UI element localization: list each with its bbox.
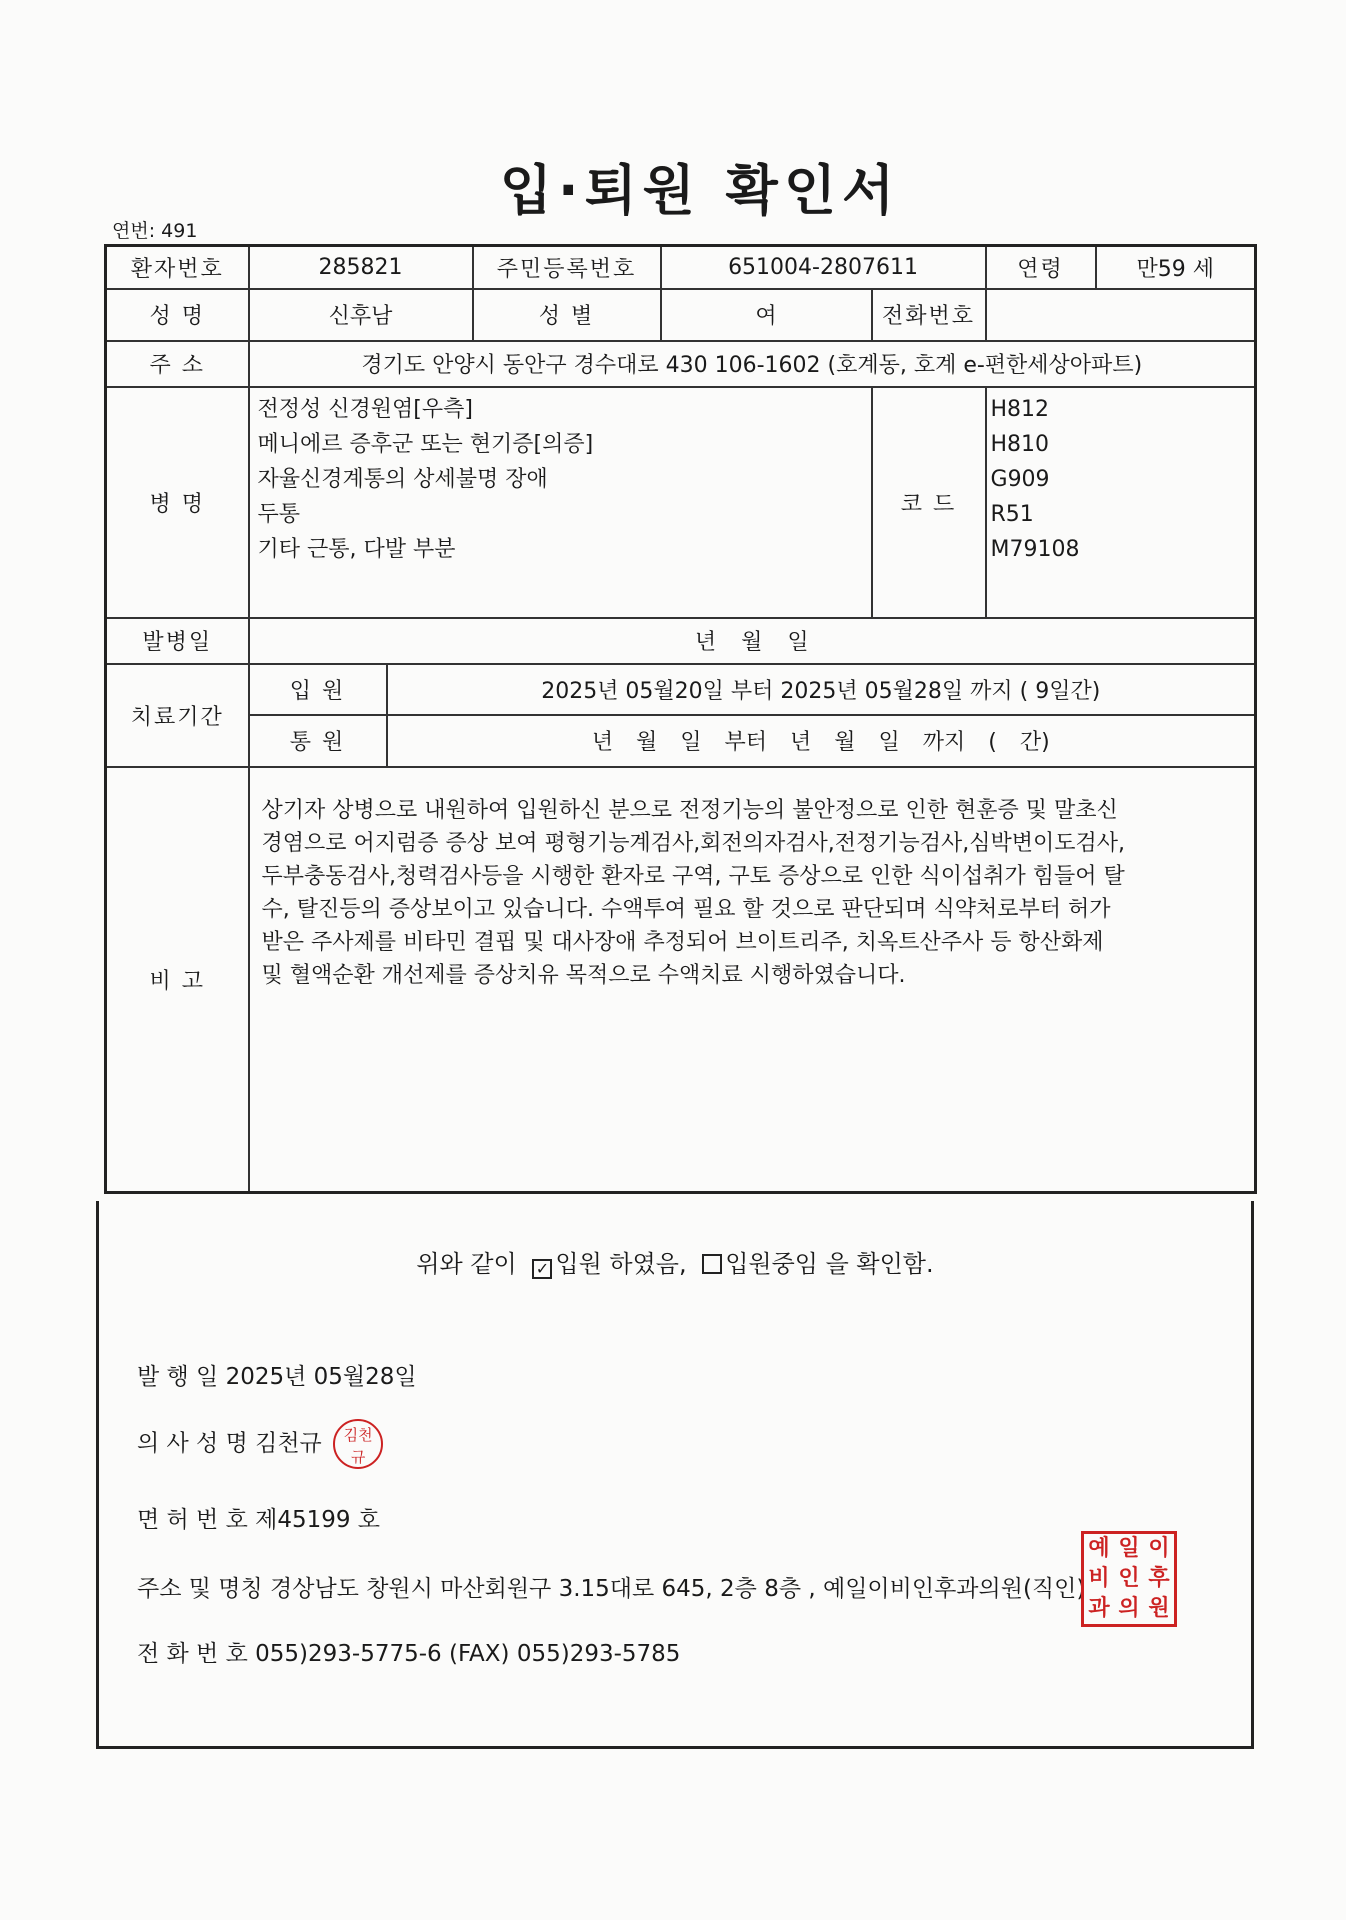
row-address (106, 341, 1256, 387)
diagnosis-item: 기타 근통, 다발 부분 (257, 536, 456, 562)
remarks-line: 받은 주사제를 비타민 결핍 및 대사장애 추정되어 브이트리주, 치옥트산주사 등 항산화제 (261, 929, 1104, 955)
clinic-phone: 전 화 번 호 055)293-5775-6 (FAX) 055)293-5785 (137, 1641, 681, 1667)
label-age: 연령 (986, 246, 1096, 289)
confirmation-prefix: 위와 같이 (416, 1250, 517, 1278)
row-onset (106, 618, 1256, 664)
clinic-address: 주소 및 명칭 경상남도 창원시 마산회원구 3.15대로 645, 2층 8층 , 예일이비인후과의원(직인) (137, 1576, 1086, 1602)
admitted-checkbox: ✓ (532, 1259, 552, 1279)
diagnosis-item: 두통 (257, 501, 301, 527)
label-phone: 전화번호 (872, 289, 986, 341)
remarks-line: 경염으로 어지럼증 증상 보여 평형기능계검사,회전의자검사,전정기능검사,심박변이도검사, (261, 830, 1126, 856)
confirmation-statement (99, 1244, 1251, 1279)
option-admitted: 입원 하였음, (555, 1250, 687, 1278)
issue-date: 발 행 일 2025년 05월28일 (137, 1364, 417, 1390)
label-rrn: 주민등록번호 (473, 246, 661, 289)
label-treatment-period: 치료기간 (106, 664, 249, 767)
doctor-name: 의 사 성 명 김천규 (137, 1430, 322, 1457)
diagnosis-code: H810 (990, 431, 1050, 457)
diagnosis-code: R51 (990, 501, 1034, 527)
label-code: 코 드 (872, 387, 986, 618)
code-list (986, 387, 1256, 618)
diagnosis-code: M79108 (990, 536, 1080, 562)
value-sex: 여 (661, 289, 872, 341)
doctor-seal-icon: 김천 규 (333, 1419, 383, 1469)
document-title: 입·퇴원 확인서 (499, 159, 901, 222)
inpatient-checkbox (702, 1254, 722, 1274)
label-address: 주 소 (106, 341, 249, 387)
confirmation-suffix: 을 확인함. (825, 1250, 934, 1278)
label-patient-id: 환자번호 (106, 246, 249, 289)
diagnosis-item: 자율신경계통의 상세불명 장애 (257, 466, 548, 492)
value-inpatient: 2025년 05월20일 부터 2025년 05월28일 까지 ( 9일간) (387, 664, 1256, 715)
label-outpatient: 통 원 (249, 715, 387, 767)
diagnosis-code: G909 (990, 466, 1050, 492)
license-number: 면 허 번 호 제45199 호 (137, 1507, 381, 1533)
row-inpatient (106, 664, 1256, 715)
option-inpatient: 입원중임 (725, 1250, 818, 1278)
value-outpatient: 년 월 일 부터 년 월 일 까지 ( 간) (387, 715, 1256, 767)
diagnosis-list (249, 387, 872, 618)
value-onset: 년 월 일 (249, 618, 1256, 664)
row-remarks (106, 767, 1256, 1193)
label-onset: 발병일 (106, 618, 249, 664)
doctor-line (137, 1419, 383, 1469)
value-address: 경기도 안양시 동안구 경수대로 430 106-1602 (호계동, 호계 e-편한세상아파트) (249, 341, 1256, 387)
label-sex: 성 별 (473, 289, 661, 341)
serial-number: 연번: 491 (112, 220, 198, 242)
remarks-line: 두부충동검사,청력검사등을 시행한 환자로 구역, 구토 증상으로 인한 식이섭취가 힘들어 탈 (261, 863, 1125, 889)
label-remarks: 비 고 (106, 767, 249, 1193)
label-diagnosis: 병 명 (106, 387, 249, 618)
patient-form-table (104, 244, 1257, 1194)
remarks-text (249, 767, 1256, 1193)
label-inpatient: 입 원 (249, 664, 387, 715)
diagnosis-item: 메니에르 증후군 또는 현기증[의증] (257, 431, 594, 457)
row-diagnosis (106, 387, 1256, 618)
value-phone (986, 289, 1256, 341)
value-name: 신후남 (249, 289, 473, 341)
remarks-line: 수, 탈진등의 증상보이고 있습니다. 수액투여 필요 할 것으로 판단되며 식약처로부터 허가 (261, 896, 1111, 922)
row-outpatient (106, 715, 1256, 767)
confirmation-section (96, 1201, 1254, 1749)
clinic-seal-icon: 예 일 이 비 인 후 과 의 원 (1081, 1531, 1177, 1627)
value-age: 만59 세 (1096, 246, 1256, 289)
label-name: 성 명 (106, 289, 249, 341)
remarks-line: 및 혈액순환 개선제를 증상치유 목적으로 수액치료 시행하였습니다. (261, 962, 906, 988)
value-rrn: 651004-2807611 (661, 246, 986, 289)
diagnosis-code: H812 (990, 396, 1050, 422)
row-patient-name (106, 289, 1256, 341)
diagnosis-item: 전정성 신경원염[우측] (257, 396, 473, 422)
value-patient-id: 285821 (249, 246, 473, 289)
remarks-line: 상기자 상병으로 내원하여 입원하신 분으로 전정기능의 불안정으로 인한 현훈증 및 말초신 (261, 797, 1118, 823)
row-patient-id (106, 246, 1256, 289)
